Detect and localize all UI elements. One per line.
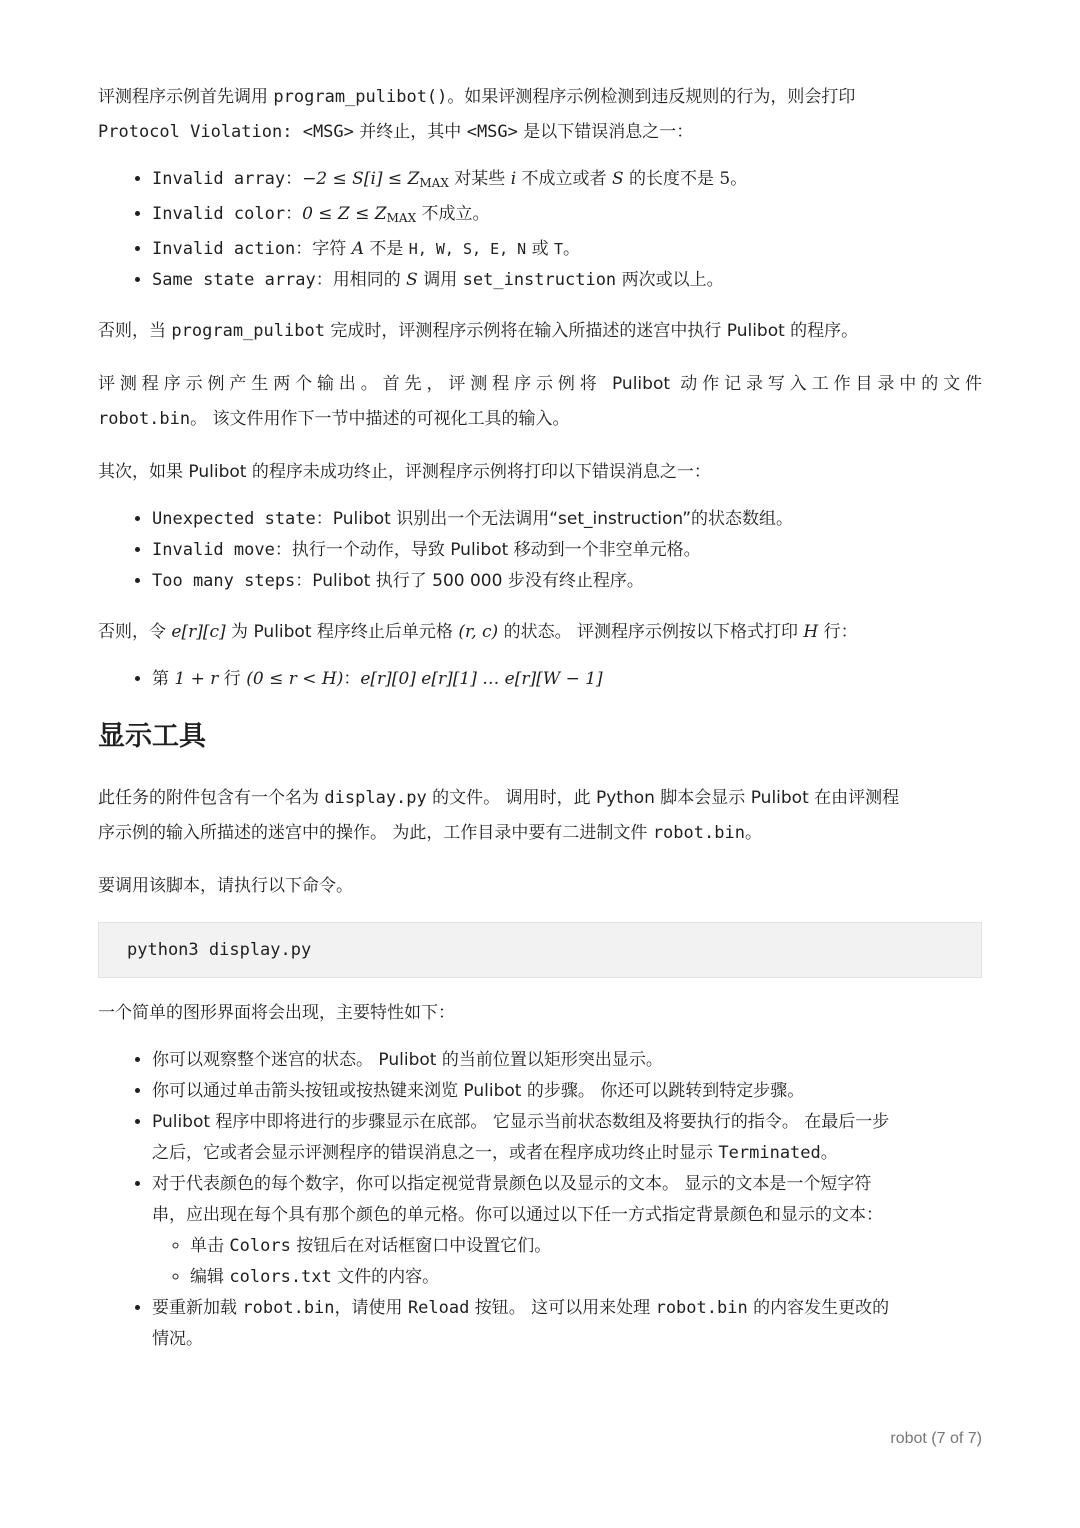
- text: 要重新加载: [152, 1298, 243, 1318]
- math: 5: [719, 169, 731, 189]
- code-terminated: Terminated: [718, 1143, 821, 1163]
- error-code: Invalid move: [152, 540, 275, 560]
- math: e[r][0] e[r][1] … e[r][W − 1]: [360, 669, 603, 689]
- runtime-error-list: [98, 504, 982, 597]
- code-robot-bin: robot.bin: [98, 409, 191, 429]
- text: 文件的内容。: [331, 1267, 440, 1287]
- text: 对某些: [448, 169, 511, 189]
- text: 。: [563, 239, 581, 259]
- text: 。: [820, 1143, 838, 1163]
- text: ：: [285, 204, 303, 224]
- list-item: [152, 1293, 982, 1355]
- paragraph-invoke: 要调用该脚本，请执行以下命令。: [98, 876, 353, 896]
- code-display-py: display.py: [324, 788, 427, 808]
- list-item: [152, 504, 982, 535]
- text: 行：: [818, 622, 858, 642]
- text: 此任务的附件包含有一个名为: [98, 788, 325, 808]
- command-text: python3 display.py: [127, 940, 312, 960]
- code-program-pulibot: program_pulibot(): [273, 87, 448, 107]
- text: 或: [526, 239, 555, 259]
- protocol-error-list: [98, 164, 982, 296]
- code-colors: Colors: [229, 1236, 291, 1256]
- list-item: [190, 1262, 982, 1293]
- text: 调用: [417, 270, 463, 290]
- text: 串，应出现在每个具有那个颜色的单元格。你可以通过以下任一方式指定背景颜色和显示的文本：: [152, 1205, 883, 1225]
- list-item: [152, 265, 982, 296]
- error-code: Invalid array: [152, 169, 286, 189]
- text: ：: [285, 169, 303, 189]
- text: 评测程序示例首先调用: [98, 87, 274, 107]
- code-robot-bin: robot.bin: [242, 1298, 335, 1318]
- error-code: Unexpected state: [152, 509, 316, 529]
- text: 。: [730, 169, 748, 189]
- math: −2 ≤ S[i] ≤ Z: [302, 169, 420, 189]
- code-robot-bin: robot.bin: [652, 823, 745, 843]
- text: 。 该文件用作下一节中描述的可视化工具的输入。: [190, 409, 570, 429]
- code-msg: <MSG>: [302, 122, 354, 142]
- code-robot-bin: robot.bin: [655, 1298, 748, 1318]
- text: 按钮。 这可以用来处理: [469, 1298, 656, 1318]
- text: 否则，令: [98, 622, 172, 642]
- code-reload: Reload: [407, 1298, 470, 1318]
- math-sub: MAX: [419, 176, 449, 190]
- math: H: [803, 622, 819, 642]
- list-item: [152, 1076, 982, 1107]
- paragraph-display-tool: [98, 781, 982, 851]
- list-item: [152, 164, 982, 199]
- list-item: [152, 1169, 982, 1293]
- text: 行: [218, 669, 247, 689]
- text: 第: [152, 669, 175, 689]
- text: 编辑: [190, 1267, 230, 1287]
- text: 。如果评测程序示例检测到违反规则的行为，则会打印: [447, 87, 856, 107]
- math: (0 ≤ r < H): [246, 669, 344, 689]
- feature-list: [98, 1045, 982, 1355]
- code-program-pulibot: program_pulibot: [171, 321, 325, 341]
- text: ：Pulibot 识别出一个无法调用“set_instruction”的状态数组。: [315, 509, 794, 529]
- command-code-block: [98, 922, 982, 978]
- text: 的内容发生更改的: [747, 1298, 890, 1318]
- text: 否则，当: [98, 321, 172, 341]
- text: ：: [315, 270, 333, 290]
- text: 你可以观察整个迷宫的状态。 Pulibot 的当前位置以矩形突出显示。: [152, 1050, 663, 1070]
- paragraph-final-state: [98, 615, 982, 650]
- text: 是以下错误消息之一：: [517, 122, 694, 142]
- paragraph-outputs: [98, 367, 982, 437]
- list-item: [152, 1107, 982, 1169]
- text: 的长度不是: [623, 169, 720, 189]
- code-protocol-violation: Protocol Violation:: [98, 122, 303, 142]
- code-msg: <MSG>: [466, 122, 518, 142]
- list-item: [190, 1231, 982, 1262]
- text: 的状态。 评测程序示例按以下格式打印: [498, 622, 804, 642]
- text: 不成立或者: [516, 169, 612, 189]
- section-heading: 显示工具: [98, 721, 206, 752]
- list-item: [152, 566, 982, 597]
- text: 完成时，评测程序示例将在输入所描述的迷宫中执行 Pulibot 的程序。: [324, 321, 859, 341]
- code-letter: T: [554, 240, 564, 258]
- text: 字符: [312, 239, 352, 259]
- paragraph-second: 其次，如果 Pulibot 的程序未成功终止，评测程序示例将打印以下错误消息之一：: [98, 462, 711, 482]
- text: ，请使用: [334, 1298, 408, 1318]
- math: S: [406, 270, 418, 290]
- text: 的文件。 调用时，此 Python 脚本会显示 Pulibot 在由评测程: [426, 788, 900, 808]
- error-code: Too many steps: [152, 571, 296, 591]
- list-item: [152, 664, 982, 695]
- text: Pulibot 程序中即将进行的步骤显示在底部。 它显示当前状态数组及将要执行的指令。 在最后一步: [152, 1112, 890, 1132]
- text: 不成立。: [416, 204, 490, 224]
- text: ：: [295, 239, 313, 259]
- text: 你可以通过单击箭头按钮或按热键来浏览 Pulibot 的步骤。 你还可以跳转到特定步骤。: [152, 1081, 805, 1101]
- text: 序示例的输入所描述的迷宫中的操作。 为此，工作目录中要有二进制文件: [98, 823, 653, 843]
- paragraph-otherwise: [98, 314, 982, 349]
- text: ：执行一个动作，导致 Pulibot 移动到一个非空单元格。: [274, 540, 701, 560]
- text: 并终止，其中: [353, 122, 467, 142]
- code-set-instruction: set_instruction: [462, 270, 617, 290]
- color-methods-list: [152, 1231, 982, 1293]
- list-item: [152, 234, 982, 265]
- text: 评测程序示例产生两个输出。首先，评测程序示例将 Pulibot 动作记录写入工作目录中的文件: [98, 374, 982, 394]
- error-code: Invalid color: [152, 204, 286, 224]
- paragraph-intro: [98, 80, 982, 150]
- text: 按钮后在对话框窗口中设置它们。: [290, 1236, 552, 1256]
- text: 不是: [363, 239, 409, 259]
- math: 0 ≤ Z ≤ Z: [302, 204, 387, 224]
- code-colors-txt: colors.txt: [229, 1267, 332, 1287]
- math-sub: MAX: [386, 211, 417, 225]
- text: 两次或以上。: [616, 270, 724, 290]
- text: 对于代表颜色的每个数字，你可以指定视觉背景颜色以及显示的文本。 显示的文本是一个短字符: [152, 1174, 872, 1194]
- text: 情况。: [152, 1329, 203, 1349]
- code-letters: H, W, S, E, N: [408, 240, 527, 258]
- math: A: [351, 239, 364, 259]
- output-format-list: [98, 664, 982, 695]
- text: 。: [744, 823, 762, 843]
- text: 为 Pulibot 程序终止后单元格: [225, 622, 459, 642]
- math: S: [611, 169, 624, 189]
- list-item: [152, 1045, 982, 1076]
- list-item: [152, 199, 982, 234]
- paragraph-gui: 一个简单的图形界面将会出现，主要特性如下：: [98, 1003, 455, 1023]
- math: (r, c): [458, 622, 499, 642]
- document-page: [98, 80, 982, 1355]
- error-code: Same state array: [152, 270, 316, 290]
- error-code: Invalid action: [152, 239, 296, 259]
- page-footer: robot (7 of 7): [890, 1430, 982, 1447]
- text: 单击: [190, 1236, 230, 1256]
- text: ：: [343, 669, 361, 689]
- text: 用相同的: [332, 270, 407, 290]
- math: e[r][c]: [171, 622, 226, 642]
- math: i: [510, 169, 517, 189]
- math: 1 + r: [174, 669, 219, 689]
- list-item: [152, 535, 982, 566]
- text: 之后，它或者会显示评测程序的错误消息之一，或者在程序成功终止时显示: [152, 1143, 719, 1163]
- text: ：Pulibot 执行了 500 000 步没有终止程序。: [295, 571, 644, 591]
